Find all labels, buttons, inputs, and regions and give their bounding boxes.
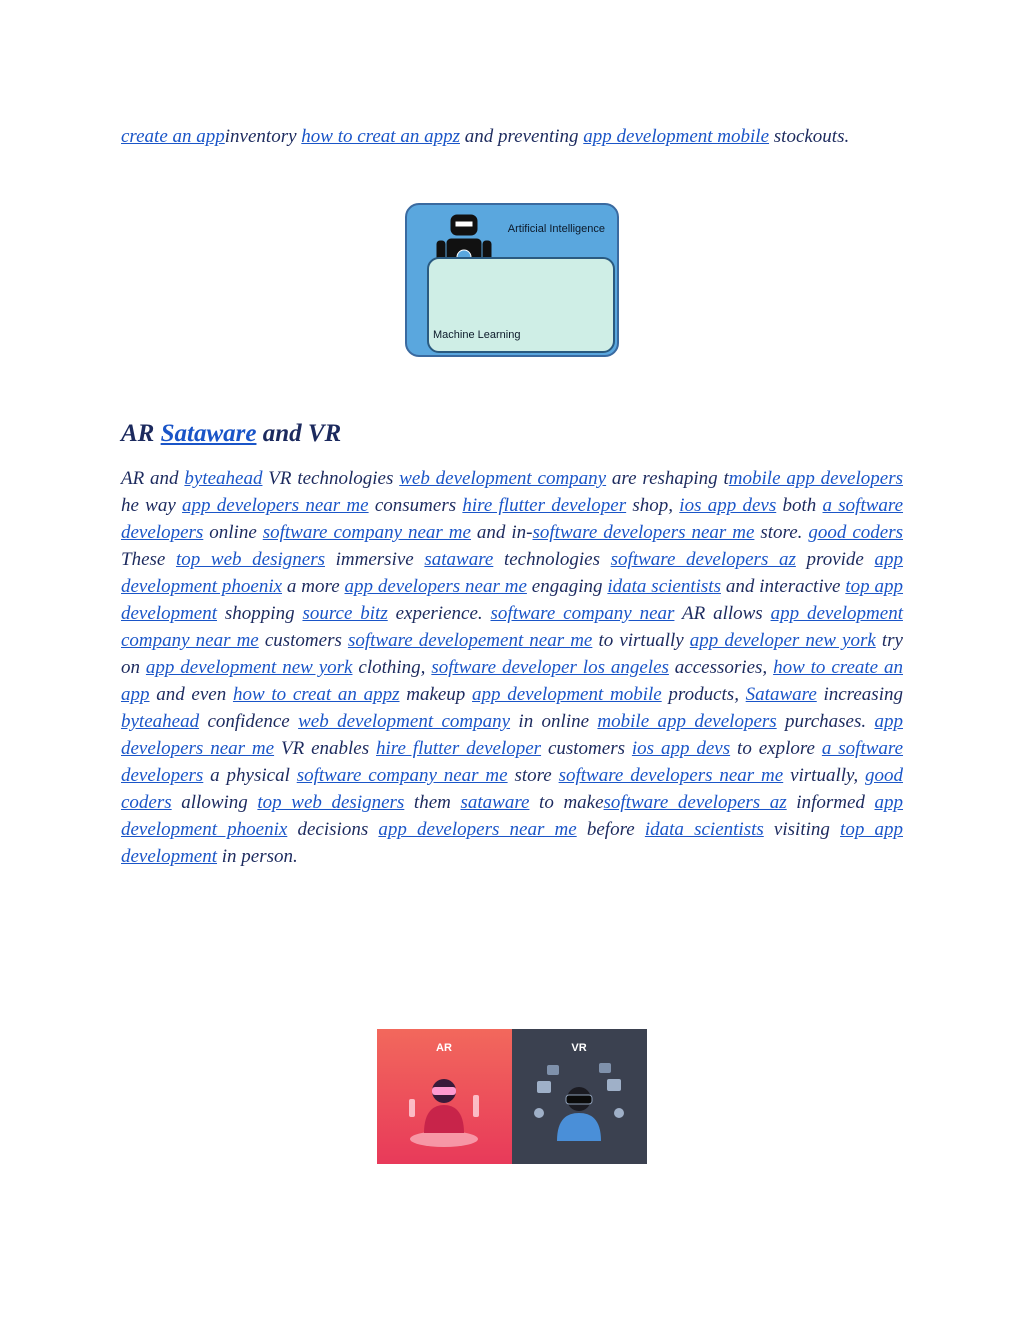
body-text: store [507,765,559,786]
body-text: are reshaping t [606,468,729,489]
body-link[interactable]: software developers az [603,792,787,813]
body-text: to make [529,792,604,813]
body-text: and in- [470,522,533,543]
body-link[interactable]: software developement near me [347,630,593,651]
body-link[interactable]: sataware [424,549,494,570]
body-text: shopping [217,603,303,624]
body-text: virtually, [783,765,866,786]
intro-text: inventory [224,126,302,147]
body-link[interactable]: idata scientists [607,576,721,597]
body-text: in person. [217,846,298,867]
body-link[interactable]: app development phoenix [121,792,904,840]
body-link[interactable]: good coders [808,522,904,543]
body-text: try on [121,630,903,678]
body-link[interactable]: hire flutter developer [462,495,627,516]
body-text: technologies [493,549,611,570]
body-text: engaging [526,576,608,597]
heading-prefix: AR [121,420,161,447]
body-text: informed [786,792,875,813]
body-text: VR enables [274,738,377,759]
body-link[interactable]: software developer los angeles [431,657,669,678]
body-link[interactable]: web development company [399,468,607,489]
body-link[interactable]: app development mobile [472,684,662,705]
body-link[interactable]: top web designers [175,549,325,570]
body-text: purchases. [776,711,875,732]
body-text: increasing [816,684,903,705]
body-link[interactable]: byteahead [184,468,263,489]
section-heading [121,420,341,448]
body-link[interactable]: software company near me [262,522,471,543]
body-link[interactable]: app developers near me [121,711,903,759]
body-link[interactable]: Sataware [745,684,817,705]
body-link[interactable]: software developers near me [558,765,784,786]
body-text: shop, [626,495,680,516]
body-link[interactable]: how to create an app [121,657,903,705]
ai-ml-illustration [405,203,619,357]
body-link[interactable]: byteahead [121,711,200,732]
body-text: before [576,819,645,840]
ml-label: Machine Learning [433,329,521,341]
body-link[interactable]: mobile app developers [728,468,903,489]
body-link[interactable]: top app development [121,576,904,624]
body-link[interactable]: a software developers [121,495,904,543]
body-text: makeup [399,684,473,705]
body-text: a more [282,576,345,597]
body-link[interactable]: top app development [121,819,903,867]
body-link[interactable]: ios app devs [631,738,731,759]
body-text: clothing, [352,657,432,678]
body-link[interactable]: software developers az [610,549,796,570]
body-link[interactable]: app developers near me [344,576,527,597]
body-link[interactable]: source bitz [302,603,388,624]
body-link[interactable]: good coders [121,765,904,813]
ar-label: AR [436,1042,452,1054]
body-text: to explore [730,738,822,759]
body-link[interactable]: hire flutter developer [376,738,542,759]
body-link[interactable]: app development phoenix [121,549,904,597]
heading-link-sataware[interactable]: Sataware [160,420,257,447]
body-text: a physical [203,765,297,786]
body-text: and even [149,684,233,705]
body-text: and interactive [720,576,846,597]
intro-link[interactable]: create an app [121,126,225,147]
body-text: consumers [368,495,463,516]
body-link[interactable]: how to creat an appz [232,684,400,705]
body-text: customers [541,738,632,759]
intro-paragraph [121,123,903,150]
intro-link[interactable]: how to creat an appz [301,126,460,147]
body-link[interactable]: app developers near me [378,819,577,840]
body-text: in online [510,711,598,732]
body-link[interactable]: app developer new york [689,630,876,651]
body-link[interactable]: top web designers [257,792,405,813]
body-text: decisions [287,819,379,840]
body-link[interactable]: ios app devs [679,495,777,516]
intro-link[interactable]: app development mobile [583,126,770,147]
body-text: AR and [121,468,185,489]
body-text: immersive [324,549,425,570]
body-text: VR technologies [262,468,400,489]
ai-label: Artificial Intelligence [507,223,605,235]
body-link[interactable]: sataware [460,792,530,813]
body-link[interactable]: app development company near me [121,603,903,651]
body-paragraph [121,465,903,870]
body-text: allowing [171,792,258,813]
body-text: products, [661,684,746,705]
body-text: store. [754,522,809,543]
body-text: them [404,792,461,813]
body-text: AR allows [674,603,771,624]
body-link[interactable]: idata scientists [644,819,764,840]
body-text: visiting [763,819,841,840]
body-link[interactable]: mobile app developers [597,711,777,732]
body-text: confidence [199,711,299,732]
vr-label: VR [571,1042,587,1054]
body-link[interactable]: app developers near me [182,495,369,516]
body-text: accessories, [668,657,774,678]
body-text: experience. [387,603,491,624]
intro-text: stockouts. [769,126,850,147]
body-link[interactable]: software developers near me [532,522,755,543]
body-link[interactable]: software company near me [296,765,508,786]
ar-vr-graphic [377,1029,647,1164]
intro-text: and preventing [459,126,584,147]
ar-vr-illustration [377,1029,647,1164]
body-link[interactable]: web development company [298,711,511,732]
heading-suffix: and VR [256,420,342,447]
body-text: customers [258,630,348,651]
body-text: he way [121,495,183,516]
body-link[interactable]: software company near [490,603,675,624]
body-text: both [776,495,823,516]
body-text: provide [795,549,875,570]
body-text: online [203,522,263,543]
body-link[interactable]: a software developers [121,738,904,786]
body-text: These [121,549,176,570]
body-link[interactable]: app development new york [145,657,353,678]
body-text: to virtually [592,630,690,651]
